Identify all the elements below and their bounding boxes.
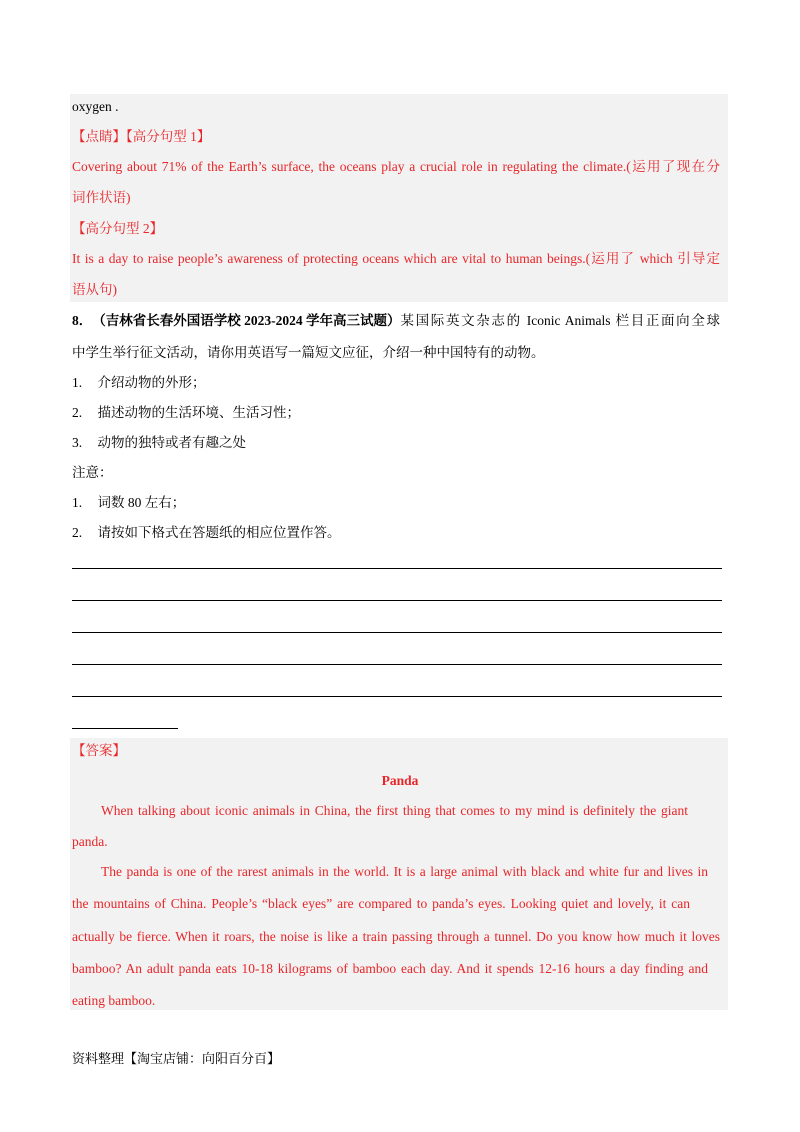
answer-writing-line[interactable] [72,664,722,665]
question-source: （吉林省长春外国语学校 2023-2024 学年高三试题） [92,313,401,328]
answer-writing-line[interactable] [72,632,722,633]
requirement-text: 动物的独特或者有趣之处 [97,435,246,450]
essay-paragraph-2-line4: bamboo? An adult panda eats 10-18 kilograms of bamboo each day. And it spends 12-16 hours a day finding and [72,961,708,976]
requirement-number: 3. [72,435,83,450]
footer-text: 资料整理【淘宝店铺：向阳百分百】 [72,1051,281,1066]
sentence-pattern-2-heading: 【高分句型 2】 [72,221,164,236]
requirement-number: 2. [72,405,83,420]
note-text: 请按如下格式在答题纸的相应位置作答。 [97,525,341,540]
answer-label: 【答案】 [72,743,126,758]
sentence-pattern-1-line1: Covering about 71% of the Earth’s surface, the oceans play a crucial role in regulating the climate.(运用了现在分 [72,159,720,174]
essay-paragraph-2-line2: the mountains of China. People’s “black eyes” are compared to panda’s eyes. Looking quiet and lovely, it can [72,896,690,911]
essay-paragraph-2-line1: The panda is one of the rarest animals in the world. It is a large animal with black and white fur and lives in [101,864,708,879]
requirement-number: 1. [72,375,83,390]
note-text: 词数 80 左右； [97,495,186,510]
note-number: 1. [72,495,83,510]
answer-tail-text: oxygen . [72,99,119,114]
requirement-item [72,404,300,422]
sentence-pattern-1-line2: 词作状语) [72,190,131,205]
note-item [72,524,341,542]
requirement-item [72,374,206,392]
essay-paragraph-2-line3: actually be fierce. When it roars, the noise is like a train passing through a tunnel. Do you know how much it loves [72,929,720,944]
question-number: 8． [72,313,93,328]
sentence-pattern-2-line2: 语从句) [72,282,117,297]
previous-answer-block [70,94,728,302]
question-8-line1 [72,312,720,330]
requirement-item [72,434,246,452]
notes-label: 注意： [72,465,113,480]
question-prompt-line1: 某国际英文杂志的 Iconic Animals 栏目正面向全球 [400,313,720,328]
essay-paragraph-1-line1: When talking about iconic animals in China, the first thing that comes to my mind is definitely the giant [101,803,688,818]
question-prompt-line2: 中学生举行征文活动，请你用英语写一篇短文应征，介绍一种中国特有的动物。 [72,345,545,360]
answer-writing-line[interactable] [72,600,722,601]
sentence-pattern-2-line1: It is a day to raise people’s awareness of protecting oceans which are vital to human beings.(运用了 which 引导定 [72,251,720,266]
answer-writing-line[interactable] [72,696,722,697]
requirement-text: 描述动物的生活环境、生活习性； [97,405,300,420]
tip-heading: 【点睛】【高分句型 1】 [72,129,211,144]
essay-paragraph-2-line5: eating bamboo. [72,993,156,1008]
note-number: 2. [72,525,83,540]
answer-writing-line-short[interactable] [72,728,178,729]
essay-title: Panda [381,773,419,788]
essay-paragraph-1-line2: panda. [72,834,108,849]
answer-writing-line[interactable] [72,568,722,569]
note-item [72,494,185,512]
requirement-text: 介绍动物的外形； [97,375,206,390]
